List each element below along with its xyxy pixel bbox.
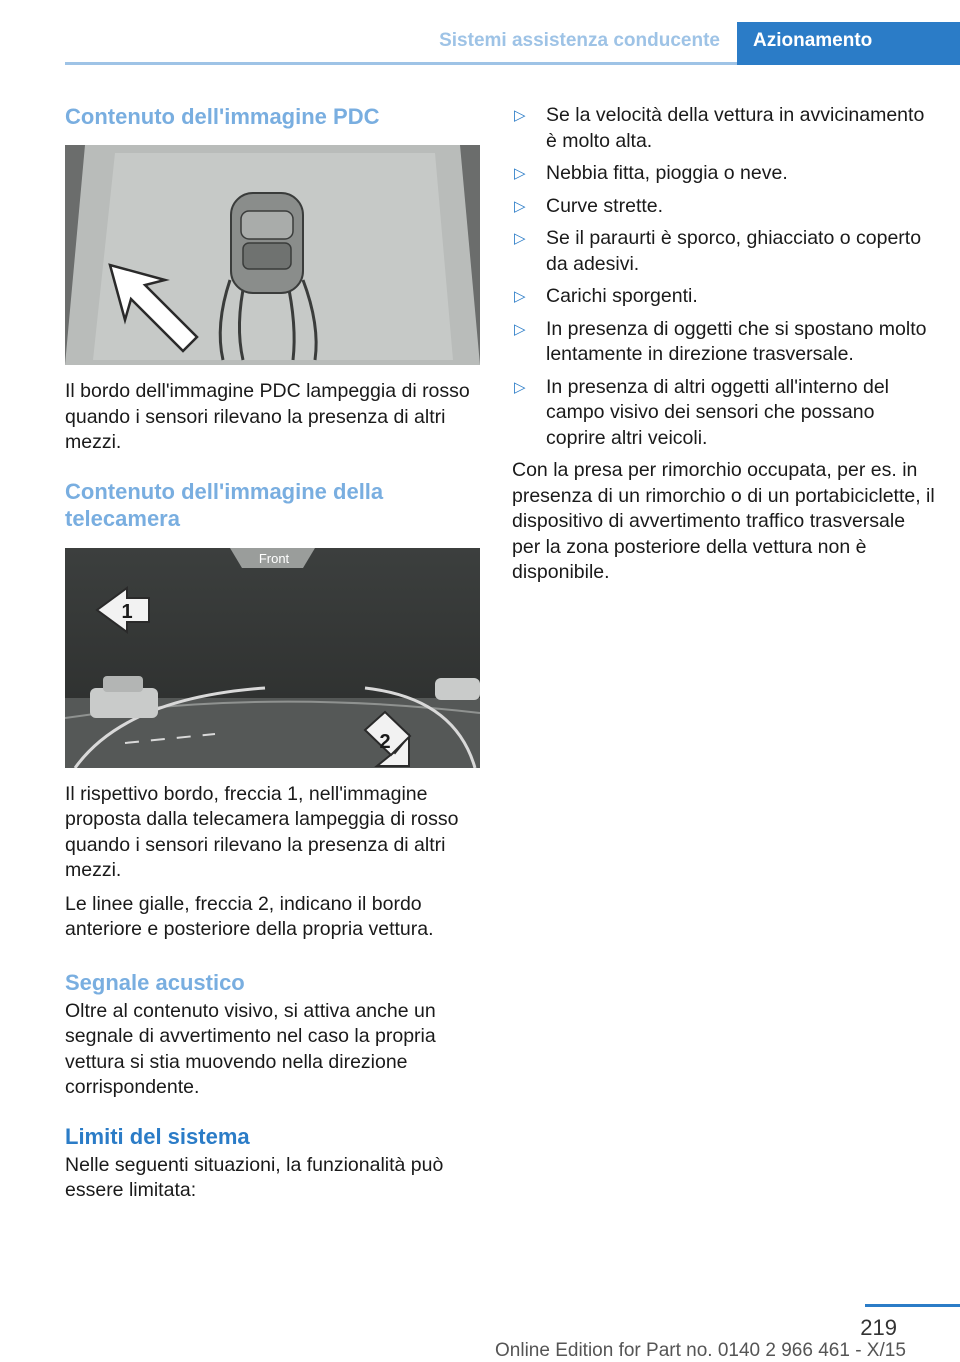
header-section-title: Sistemi assistenza conducente (439, 30, 720, 51)
limits-text: Nelle seguenti situazioni, la funzionalità può essere limitata: (65, 1153, 444, 1201)
trailer-text: Con la presa per rimorchio occupata, per es. in presenza di un rimorchio o di un portabiciclette, il dispositivo di avvertimento traffico trasversale per la zona posteriore della vettura non è disponibile. (512, 459, 935, 583)
triangle-bullet-icon: ▷ (514, 320, 526, 338)
camera-text-2: Le linee gialle, freccia 2, indicano il bordo anteriore e posteriore della propria vettura. (65, 892, 434, 940)
right-column (512, 103, 937, 586)
camera-heading: Contenuto dell'immagine della telecamera (65, 478, 384, 531)
triangle-bullet-icon: ▷ (514, 230, 526, 247)
list-item: ▷ In presenza di altri oggetti all'interno del campo visivo dei sensori che possano coprire altri veicoli. (512, 375, 937, 452)
pdc-heading: Contenuto dell'immagine PDC (65, 104, 380, 129)
list-item: ▷ Se il paraurti è sporco, ghiacciato o coperto da adesivi. (512, 226, 937, 277)
triangle-bullet-icon: ▷ (514, 378, 526, 396)
header-chapter-tab: Azionamento (737, 22, 960, 65)
left-column (65, 103, 480, 1204)
front-label-tab (230, 548, 315, 568)
acoustic-text: Oltre al contenuto visivo, si attiva anche un segnale di avvertimento nel caso la propria vettura si stia muovendo nella direzione corrispondente. (65, 999, 436, 1098)
limitations-list (512, 103, 937, 451)
arrow-2-label: 2 (379, 730, 391, 753)
edition-footer: Online Edition for Part no. 0140 2 966 461 - X/15 (495, 1340, 906, 1361)
list-item: ▷ In presenza di oggetti che si spostano molto lentamente in direzione trasversale. (512, 317, 937, 368)
limits-heading: Limiti del sistema (65, 1123, 250, 1149)
list-item: ▷ Nebbia fitta, pioggia o neve. (512, 161, 937, 187)
arrow-1-label: 1 (121, 600, 133, 623)
triangle-bullet-icon: ▷ (514, 165, 526, 182)
pdc-text: Il bordo dell'immagine PDC lampeggia di rosso quando i sensori rilevano la presenza di altri mezzi. (65, 380, 470, 453)
car-right (435, 678, 480, 700)
list-item: ▷ Se la velocità della vettura in avvicinamento è molto alta. (512, 103, 937, 154)
footer-rule (865, 1304, 960, 1307)
front-label: Front (258, 550, 290, 566)
list-item: ▷ Carichi sporgenti. (512, 284, 937, 310)
car-top-view (231, 193, 303, 293)
camera-text-1: Il rispettivo bordo, freccia 1, nell'immagine proposta dalla telecamera lampeggia di rosso quando i sensori rilevano la presenza di altri mezzi. (65, 782, 459, 881)
list-item: ▷ Curve strette. (512, 194, 937, 220)
triangle-bullet-icon: ▷ (514, 288, 526, 305)
camera-image (65, 548, 480, 768)
acoustic-heading: Segnale acustico (65, 969, 245, 995)
triangle-bullet-icon: ▷ (514, 197, 526, 215)
page-number: 219 (860, 1315, 897, 1340)
pdc-image (65, 145, 480, 365)
triangle-bullet-icon: ▷ (514, 107, 526, 124)
